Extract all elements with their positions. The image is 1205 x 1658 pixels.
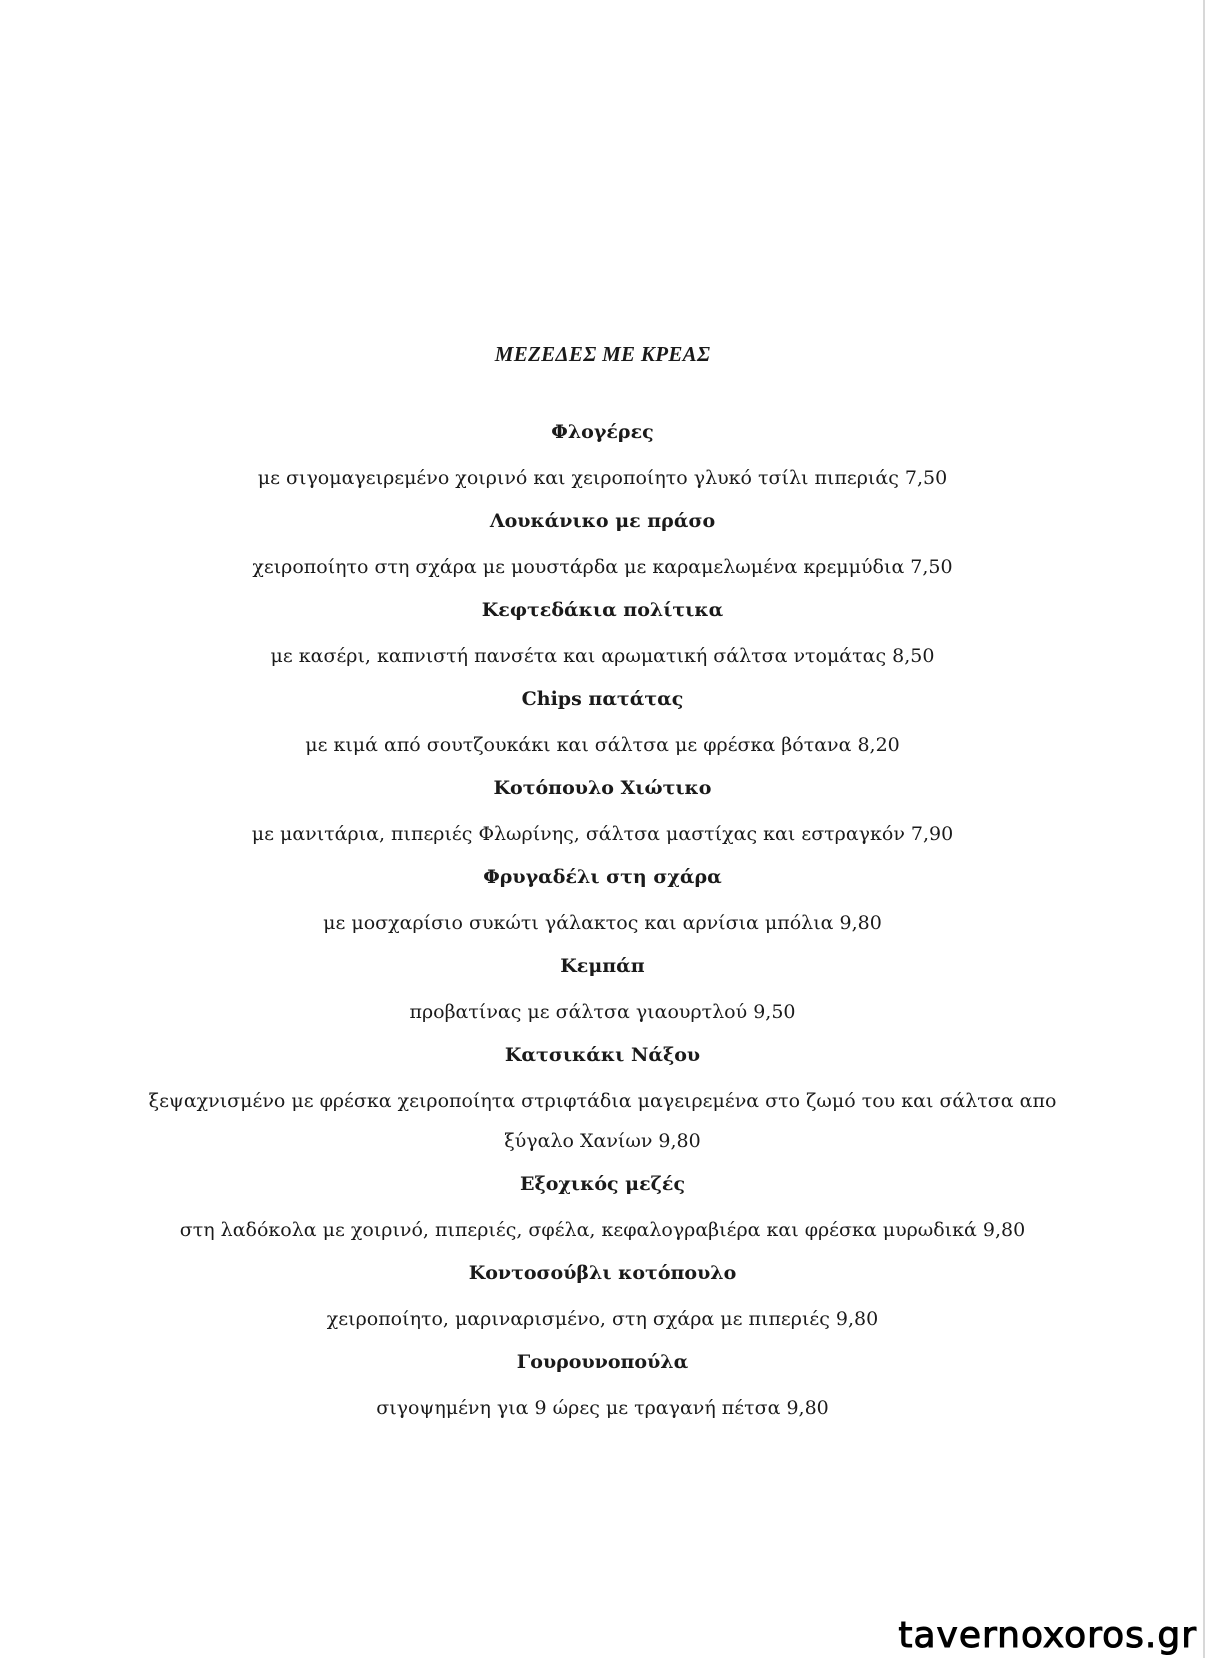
menu-item-name: Κοτόπουλο Χιώτικο: [493, 777, 712, 799]
menu-item-name: Chips πατάτας: [521, 688, 684, 710]
menu-item-description: σιγοψημένη για 9 ώρες με τραγανή πέτσα 9,80: [376, 1397, 829, 1419]
menu-item-name: Εξοχικός μεζές: [519, 1173, 686, 1195]
menu-item: [0, 864, 1205, 943]
menu-item-name: Κεμπάπ: [560, 955, 645, 977]
menu-item-name: Λουκάνικο με πράσο: [489, 510, 716, 532]
menu-item-description: στη λαδόκολα με χοιρινό, πιπεριές, σφέλα, κεφαλογραβιέρα και φρέσκα μυρωδικά 9,80: [179, 1219, 1026, 1241]
menu-item: [0, 953, 1205, 1032]
menu-item-name: Φλογέρες: [551, 421, 654, 443]
watermark-logo: tavernoxoros.gr: [892, 1615, 1203, 1656]
menu-item: [0, 419, 1205, 498]
menu-item-description: προβατίνας με σάλτσα γιαουρτλού 9,50: [409, 1001, 796, 1023]
menu-item-description: με μανιτάρια, πιπεριές Φλωρίνης, σάλτσα μαστίχας και εστραγκόν 7,90: [251, 823, 954, 845]
menu-item-name: Φρυγαδέλι στη σχάρα: [483, 866, 722, 888]
menu-item-name: Κεφτεδάκια πολίτικα: [481, 599, 724, 621]
menu-item-description: με σιγομαγειρεμένο χοιρινό και χειροποίητο γλυκό τσίλι πιπεριάς 7,50: [257, 467, 948, 489]
menu-items-list: [0, 419, 1205, 1428]
menu-item-description: ξεψαχνισμένο με φρέσκα χειροποίητα στριφτάδια μαγειρεμένα στο ζωμό του και σάλτσα απο ξύγαλο Χανίων 9,80: [148, 1090, 1057, 1152]
menu-item-name: Κοντοσούβλι κοτόπουλο: [468, 1262, 737, 1284]
section-title: ΜΕΖΕΔΕΣ ΜΕ ΚΡΕΑΣ: [494, 342, 711, 366]
menu-item-description: με μοσχαρίσιο συκώτι γάλακτος και αρνίσια μπόλια 9,80: [323, 912, 882, 934]
menu-item-name: Γουρουνοπούλα: [516, 1351, 689, 1373]
menu-item: [0, 686, 1205, 765]
menu-section: [0, 342, 1205, 1438]
menu-item: [0, 1260, 1205, 1339]
menu-item-description: χειροποίητο στη σχάρα με μουστάρδα με καραμελωμένα κρεμμύδια 7,50: [252, 556, 953, 578]
menu-item: [0, 1042, 1205, 1161]
menu-item: [0, 775, 1205, 854]
menu-item: [0, 508, 1205, 587]
menu-item: [0, 1349, 1205, 1428]
menu-item: [0, 597, 1205, 676]
menu-item-description: με κιμά από σουτζουκάκι και σάλτσα με φρέσκα βότανα 8,20: [305, 734, 900, 756]
menu-item-name: Κατσικάκι Νάξου: [504, 1044, 701, 1066]
menu-item: [0, 1171, 1205, 1250]
menu-item-description: χειροποίητο, μαριναρισμένο, στη σχάρα με πιπεριές 9,80: [326, 1308, 879, 1330]
menu-item-description: με κασέρι, καπνιστή πανσέτα και αρωματική σάλτσα ντομάτας 8,50: [270, 645, 935, 667]
